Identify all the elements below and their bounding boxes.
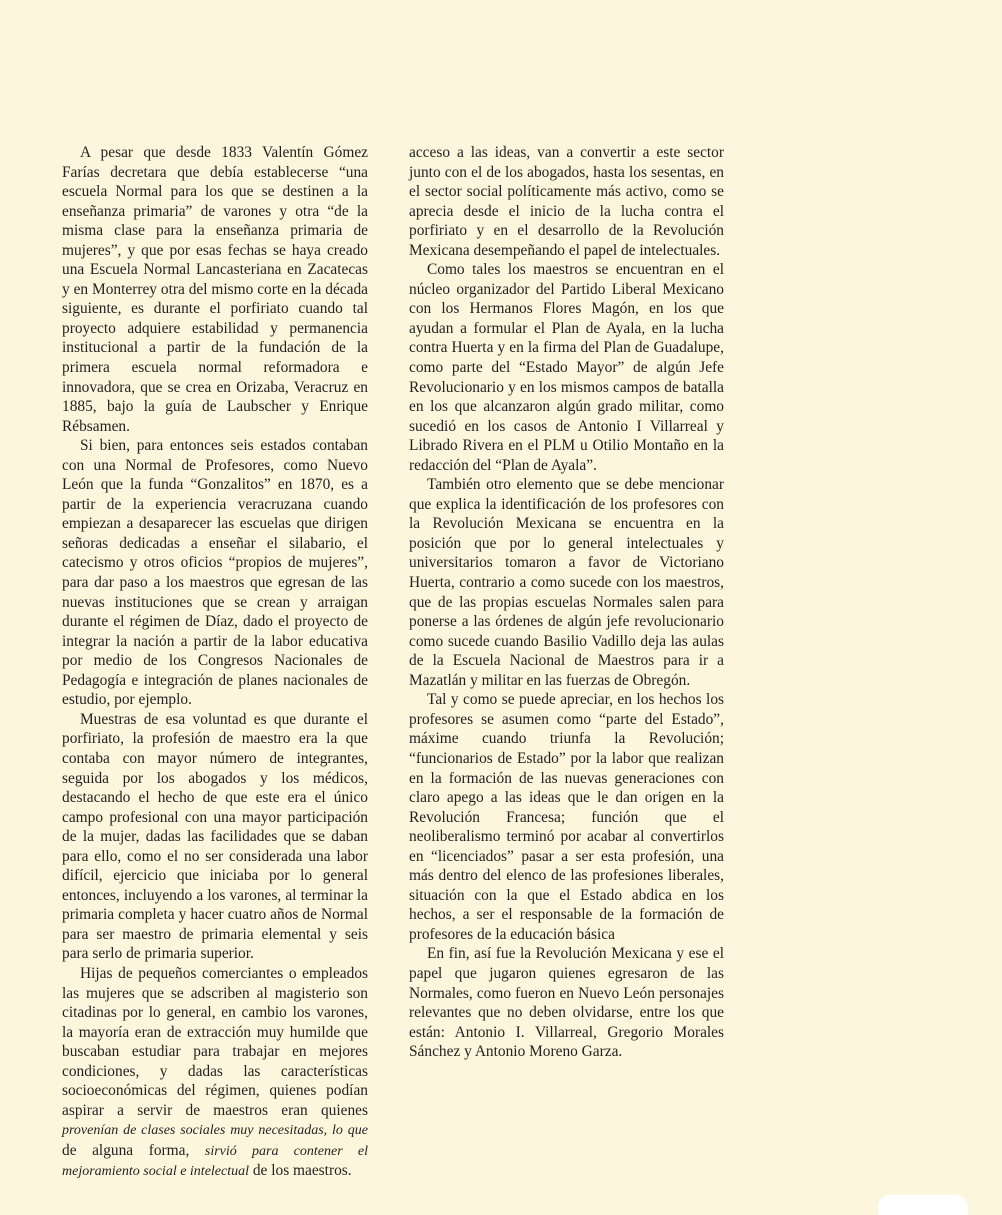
- italic-text: provenían de clases sociales muy necesitadas, lo que: [62, 1123, 368, 1139]
- paragraph-text: Hijas de pequeños comerciantes o empleados las mujeres que se adscriben al magisterio son citadinas por lo general, en cambio los varones, la mayoría eran de extracción muy humilde que buscaban estudiar para trabajar en mejores condiciones, y dadas las características socioeconómicas del régimen, quienes podían aspirar a servir de maestros eran quienes: [62, 964, 368, 1119]
- paragraph: En fin, así fue la Revolución Mexicana y ese el papel que jugaron quienes egresaron de las Normales, como fueron en Nuevo León personajes relevantes que no deben olvidarse, entre los que están: Antonio I. Villarreal, Gregorio Morales Sánchez y Antonio Moreno Garza.: [409, 945, 724, 1061]
- paragraph-text: de los maestros.: [249, 1162, 352, 1180]
- paragraph: acceso a las ideas, van a convertir a este sector junto con el de los abogados, hasta los sesentas, en el sector social políticamente más activo, como se aprecia desde el inicio de la lucha contra el porfiriato y en el desarrollo de la Revolución Mexicana desempeñando el papel de intelectuales.: [409, 144, 724, 259]
- paragraph: También otro elemento que se debe mencionar que explica la identificación de los profesores con la Revolución Mexicana se encuentra en la posición que por lo general intelectuales y universitarios tomaron a favor de Victoriano Huerta, contrario a como sucede con los maestros, que de las propias escuelas Normales salen para ponerse a las órdenes de algún jefe revolucionario como sucede cuando Basilio Vadillo deja las aulas de la Escuela Nacional de Maestros para ir a Mazatlán y militar en las fuerzas de Obregón.: [409, 476, 724, 689]
- paragraph: A pesar que desde 1833 Valentín Gómez Farías decretara que debía establecerse “una escuela Normal para los que se destinen a la enseñanza primaria” de varones y otra “de la misma clase para la enseñanza primaria de mujeres”, y que por esas fechas se haya creado una Escuela Normal Lancasteriana en Zacatecas y en Monterrey otra del mismo corte en la década siguiente, es durante el porfiriato cuando tal proyecto adquiere estabilidad y permanencia institucional a partir de la fundación de la primera escuela normal reformadora e innovadora, que se crea en Orizaba, Veracruz en 1885, bajo la guía de Laubscher y Enrique Rébsamen.: [62, 144, 368, 435]
- page-corner-tab: [878, 1195, 968, 1215]
- paragraph: Como tales los maestros se encuentran en el núcleo organizador del Partido Liberal Mexicano con los Hermanos Flores Magón, en los que ayudan a formular el Plan de Ayala, en la lucha contra Huerta y en la firma del Plan de Guadalupe, como parte del “Estado Mayor” de algún Jefe Revolucionario y en los mismos campos de batalla en los que alcanzaron algún grado militar, como sucedió en los casos de Antonio I Villarreal y Librado Rivera en el PLM u Otilio Montaño en la redacción del “Plan de Ayala”.: [409, 261, 724, 474]
- paragraph: Si bien, para entonces seis estados contaban con una Normal de Profesores, como Nuevo León que la funda “Gonzalitos” en 1870, es a partir de la experiencia veracruzana cuando empiezan a desaparecer las escuelas que dirigen señoras dedicadas a enseñar el silabario, el catecismo y otros oficios “propios de mujeres”, para dar paso a los maestros que egresan de las nuevas instituciones que se crean y arraigan durante el régimen de Díaz, dado el proyecto de integrar la nación a partir de la labor educativa por medio de los Congresos Nacionales de Pedagogía e integración de planes nacionales de estudio, por ejemplo.: [62, 437, 368, 709]
- left-column: [62, 143, 368, 1182]
- paragraph-text: de alguna forma,: [62, 1141, 205, 1159]
- right-column: [409, 143, 724, 1062]
- paragraph: [62, 964, 368, 1182]
- italic-text: sirvió para contener el mejoramiento social e intelectual: [62, 1143, 368, 1180]
- paragraph: Tal y como se puede apreciar, en los hechos los profesores se asumen como “parte del Estado”, máxime cuando triunfa la Revolución; “funcionarios de Estado” por la labor que realizan en la formación de las nuevas generaciones con claro apego a las ideas que le dan origen en la Revolución Francesa; función que el neoliberalismo terminó por acabar al convertirlos en “licenciados” pasar a ser esta profesión, una más dentro del elenco de las profesiones liberales, situación con la que el Estado abdica en los hechos, a ser el responsable de la formación de profesores de la educación básica: [409, 691, 724, 943]
- paragraph: Muestras de esa voluntad es que durante el porfiriato, la profesión de maestro era la que contaba con mayor número de integrantes, seguida por los abogados y los médicos, destacando el hecho de que este era el único campo profesional con una mayor participación de la mujer, dadas las facilidades que se daban para ello, como el no ser considerada una labor difícil, ejercicio que iniciaba por lo general entonces, incluyendo a los varones, al terminar la primaria completa y hacer cuatro años de Normal para ser maestro de primaria elemental y seis para serlo de primaria superior.: [62, 710, 368, 963]
